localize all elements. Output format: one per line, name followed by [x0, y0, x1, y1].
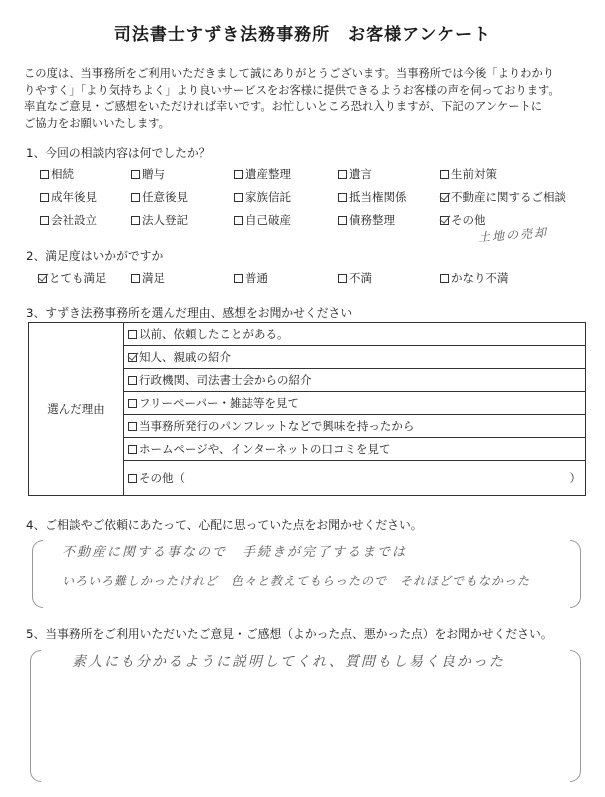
question-3: 3、すずき法務事務所を選んだ理由、感想をお聞かせください	[26, 306, 353, 320]
checkbox[interactable]	[234, 170, 243, 179]
q1-option-label: 成年後見	[51, 190, 97, 204]
q1-option[interactable]	[338, 166, 372, 182]
checkbox[interactable]	[338, 170, 347, 179]
q1-option[interactable]	[440, 212, 486, 228]
checkbox[interactable]	[338, 216, 347, 225]
answer-5-line: 素人にも分かるように説明してくれ、質問もし易く良かった	[72, 654, 505, 670]
q1-option-label: その他	[451, 213, 486, 227]
page-title: 司法書士すずき法務事務所 お客様アンケート	[113, 25, 492, 45]
q1-option-label: 抵当権関係	[349, 190, 407, 204]
checkbox[interactable]	[128, 376, 137, 385]
reason-option[interactable]	[124, 369, 586, 392]
checkbox[interactable]	[128, 330, 137, 339]
q1-option[interactable]	[131, 166, 165, 182]
q1-option-label: 生前対策	[451, 167, 497, 181]
q1-option[interactable]	[40, 212, 97, 228]
checkbox[interactable]	[234, 216, 243, 225]
answer-4-line: 不動産に関する事なので 手続きが完了するまでは	[62, 545, 408, 560]
reason-option[interactable]	[124, 461, 586, 496]
q1-option-label: 家族信託	[245, 190, 291, 204]
checkbox[interactable]	[440, 274, 449, 283]
q2-option[interactable]	[38, 270, 107, 286]
checkbox[interactable]	[131, 216, 140, 225]
q1-option-label: 任意後見	[142, 190, 188, 204]
q1-option[interactable]	[131, 189, 188, 205]
reason-option[interactable]	[124, 346, 586, 369]
reason-option[interactable]	[124, 438, 586, 461]
checkbox[interactable]	[131, 170, 140, 179]
answer-5-bracket-left	[30, 650, 41, 782]
q2-option-label: かなり不満	[451, 271, 509, 285]
q2-option-label: 普通	[245, 271, 268, 285]
q1-option-label: 贈与	[142, 167, 165, 181]
reason-option-label: ホームページや、インターネットの口コミを見て	[139, 442, 391, 456]
q2-option-label: とても満足	[49, 271, 107, 285]
q2-option-label: 不満	[349, 271, 372, 285]
q1-option-label: 遺言	[349, 167, 372, 181]
q1-option[interactable]	[40, 189, 97, 205]
intro-line: 率直なご意見・ご感想をいただければ幸いです。お忙しいところ恐れ入りますが、下記のアンケートに	[24, 100, 543, 113]
q1-option[interactable]	[338, 212, 395, 228]
checkbox[interactable]	[128, 353, 137, 362]
q2-option[interactable]	[338, 270, 372, 286]
question-1: 1、今回の相談内容は何でしたか？	[26, 146, 211, 160]
q1-option-label: 相続	[51, 167, 74, 181]
checkbox[interactable]	[440, 216, 449, 225]
q1-option-label: 不動産に関するご相談	[451, 190, 566, 204]
reason-option[interactable]	[124, 392, 586, 415]
reason-option-label: 以前、依頼したことがある。	[139, 327, 289, 341]
checkbox[interactable]	[338, 274, 347, 283]
checkbox[interactable]	[234, 193, 243, 202]
q1-option[interactable]	[234, 212, 291, 228]
checkbox[interactable]	[128, 474, 137, 483]
intro-line: りやすく」「より気持ちよく」より良いサービスをお客様に提供できるようお客様の声を伺っております。	[24, 83, 560, 97]
answer-4-bracket-left	[32, 540, 43, 608]
q2-option[interactable]	[440, 270, 509, 286]
reason-table	[28, 322, 586, 496]
reason-row-label: 選んだ理由	[29, 323, 124, 496]
reason-option-label: その他（	[139, 471, 185, 485]
answer-4-line: いろいろ難しかったけれど 色々と教えてもらったので それほどでもなかった	[62, 574, 531, 588]
checkbox[interactable]	[40, 193, 49, 202]
checkbox[interactable]	[40, 216, 49, 225]
reason-other-close: ）	[569, 471, 581, 485]
q1-option-label: 自己破産	[245, 213, 291, 227]
checkbox[interactable]	[38, 274, 47, 283]
q2-option[interactable]	[234, 270, 268, 286]
checkbox[interactable]	[440, 193, 449, 202]
q1-option[interactable]	[234, 166, 291, 182]
reason-option-label: 行政機関、司法書士会からの紹介	[139, 373, 312, 387]
checkbox[interactable]	[128, 445, 137, 454]
reason-option[interactable]	[124, 323, 586, 346]
question-5: 5、当事務所をご利用いただいたご意見・ご感想（よかった点、悪かった点）をお聞かせください。	[26, 627, 553, 641]
checkbox[interactable]	[128, 399, 137, 408]
q1-other-note: 土地の売却	[477, 225, 549, 245]
checkbox[interactable]	[234, 274, 243, 283]
checkbox[interactable]	[440, 170, 449, 179]
question-2: 2、満足度はいかがですか	[26, 249, 164, 263]
q1-option[interactable]	[40, 166, 74, 182]
q2-option[interactable]	[131, 270, 165, 286]
checkbox[interactable]	[131, 193, 140, 202]
answer-5-bracket-right	[570, 650, 581, 782]
q1-option-label: 法人登記	[142, 213, 188, 227]
q1-option[interactable]	[440, 189, 566, 205]
checkbox[interactable]	[128, 422, 137, 431]
answer-4-bracket-right	[570, 540, 581, 608]
q1-option-label: 会社設立	[51, 213, 97, 227]
intro-line: この度は、当事務所をご利用いただきまして誠にありがとうございます。当事務所では今後「よりわかり	[24, 67, 555, 80]
q2-option-label: 満足	[142, 271, 165, 285]
checkbox[interactable]	[131, 274, 140, 283]
checkbox[interactable]	[338, 193, 347, 202]
q1-option-label: 債務整理	[349, 213, 395, 227]
q1-option[interactable]	[440, 166, 497, 182]
q1-option[interactable]	[131, 212, 188, 228]
q1-option[interactable]	[234, 189, 291, 205]
reason-option-label: 知人、親戚の紹介	[139, 350, 231, 364]
reason-option-label: 当事務所発行のパンフレットなどで興味を持ったから	[139, 419, 415, 433]
reason-option-label: フリーペーパー・雑誌等を見て	[139, 396, 299, 410]
question-4: 4、ご相談やご依頼にあたって、心配に思っていた点をお聞かせください。	[26, 518, 423, 532]
intro-line: ご協力をお願いいたします。	[24, 116, 170, 130]
q1-option[interactable]	[338, 189, 407, 205]
q1-option-label: 遺産整理	[245, 167, 291, 181]
reason-row	[29, 323, 586, 346]
checkbox[interactable]	[40, 170, 49, 179]
intro-text	[24, 66, 584, 132]
reason-option[interactable]	[124, 415, 586, 438]
